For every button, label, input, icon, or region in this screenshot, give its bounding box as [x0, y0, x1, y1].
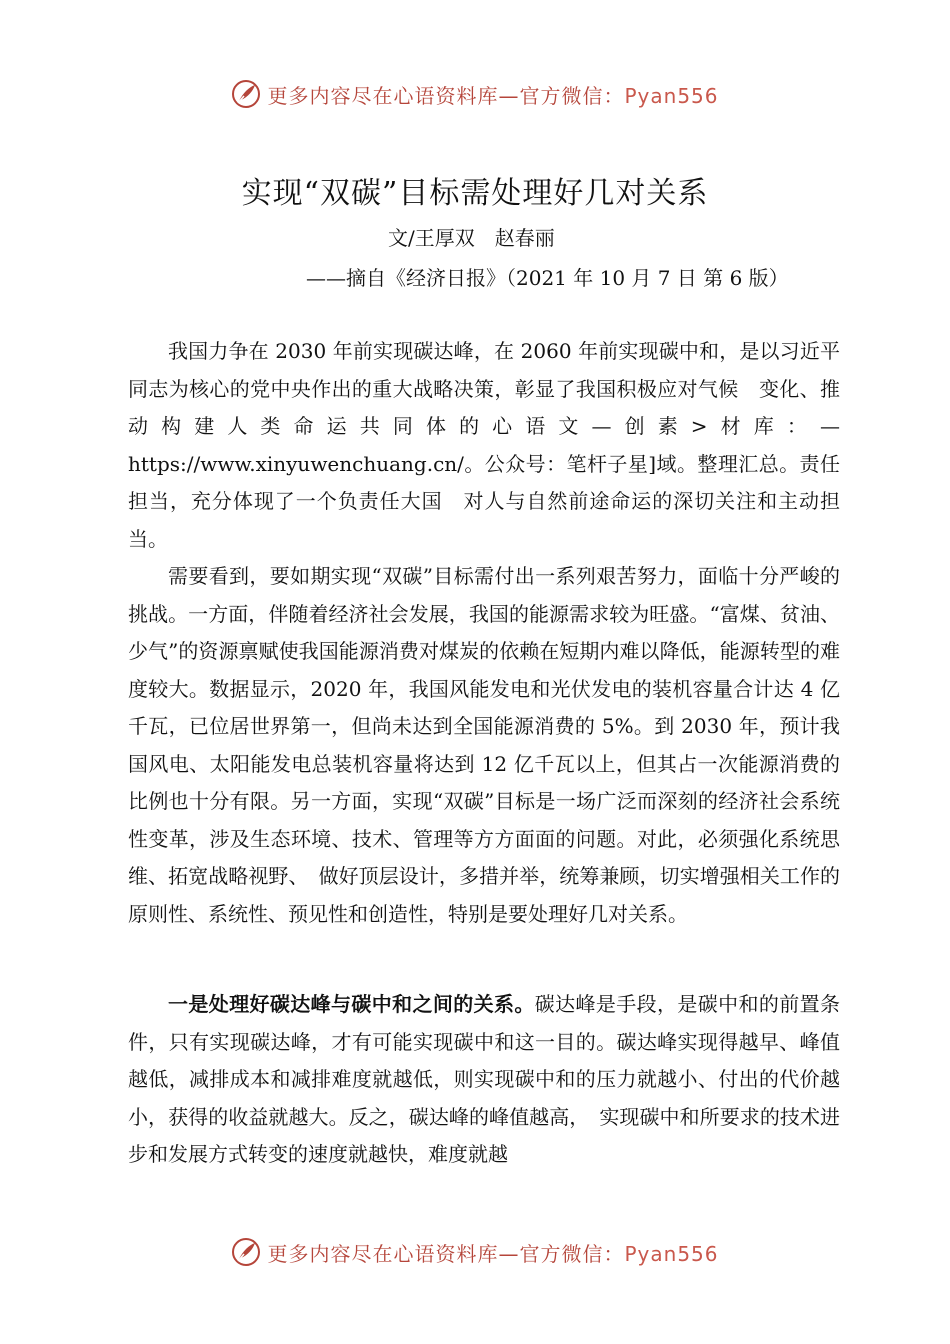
watermark-contact: Pyan556: [624, 83, 719, 108]
watermark-text: 更多内容尽在心语资料库—官方微信：Pyan556: [267, 83, 719, 108]
body-paragraph-1: [128, 333, 840, 558]
paragraph-text: 我国力争在 2030 年前实现碳达峰，在 2060 年前实现碳中和，是以习近平同志为核心的党中央作出的重大战略决策，彰显了我国积极应对气候 变化、推动构建人类命运共同体的心语文—创素>材库：—https://www.xinyuwenchuang.cn/。公众号：笔杆子星]域。整理汇总。责任担当，充分体现了一个负责任大国 对人与自然前途命运的深切关注和主动担当。: [128, 339, 840, 551]
watermark-footer: [0, 1232, 950, 1272]
paragraph-text: 需要看到，要如期实现“双碳”目标需付出一系列艰苦努力，面临十分严峻的挑战。一方面，伴随着经济社会发展，我国的能源需求较为旺盛。“富煤、贫油、少气”的资源禀赋使我国能源消费对煤炭的依赖在短期内难以降低，能源转型的难度较大。数据显示，2020 年，我国风能发电和光伏发电的装机容量合计达 4 亿千瓦，已位居世界第一，但尚未达到全国能源消费的 5%。到 2030 年，预计我国风电、太阳能发电总装机容量将达到 12 亿千瓦以上，但其占一次能源消费的比例也十分有限。另一方面，实现“双碳”目标是一场广泛而深刻的经济社会系统性变革，涉及生态环境、技术、管理等方方面面的问题。对此，必须强化系统思维、拓宽战略视野、 做好顶层设计，多措并举，统筹兼顾，切实增强相关工作的原则性、系统性、预见性和创造性，特别是要处理好几对关系。: [128, 564, 840, 926]
section-body: 碳达峰是手段，是碳中和的前置条件，只有实现碳达峰，才有可能实现碳中和这一目的。碳达峰实现得越早、峰值越低，减排成本和减排难度就越低，则实现碳中和的压力就越小、付出的代价越小，获得的收益就越大。反之，碳达峰的峰值越高， 实现碳中和所要求的技术进步和发展方式转变的速度就越快，难度就越: [128, 992, 840, 1166]
article-title: 实现“双碳”目标需处理好几对关系: [241, 176, 709, 211]
feather-quill-icon: [231, 1237, 261, 1267]
watermark-header: [0, 74, 950, 114]
article-source: ——摘自《经济日报》（2021 年 10 月 7 日 第 6 版）: [306, 266, 789, 290]
watermark-contact: Pyan556: [624, 1241, 719, 1266]
watermark-text: 更多内容尽在心语资料库—官方微信：Pyan556: [267, 1241, 719, 1266]
feather-quill-icon: [231, 79, 261, 109]
paragraph-text: [128, 986, 840, 1174]
body-paragraph-2: [128, 558, 840, 933]
article-authors: 文/王厚双 赵春丽: [388, 226, 555, 250]
body-paragraph-3: [128, 986, 840, 1174]
section-heading: 一是处理好碳达峰与碳中和之间的关系。: [168, 992, 535, 1016]
